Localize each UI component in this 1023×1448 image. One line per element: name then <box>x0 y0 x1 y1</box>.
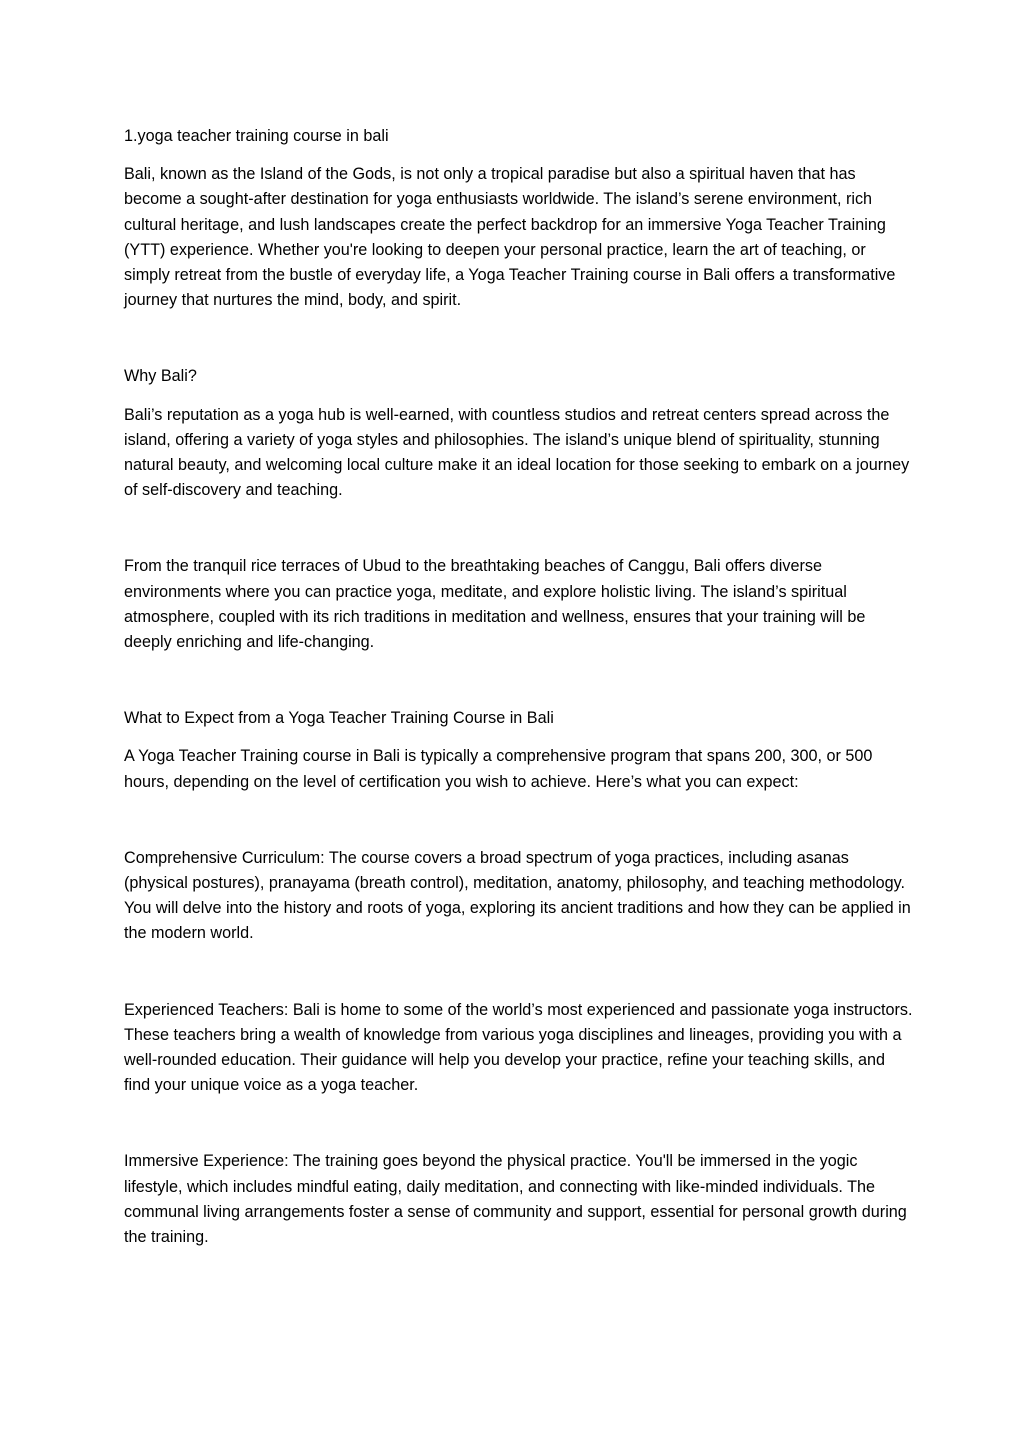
what-to-expect-intro: A Yoga Teacher Training course in Bali is typically a comprehensive program that spans 200, 300, or 500 hours, depending on the level of certification you wish to achieve. Here’s what you can expect: <box>124 747 873 791</box>
why-bali-paragraph-1: Bali’s reputation as a yoga hub is well-earned, with countless studios and retreat centers spread across the island, offering a variety of yoga styles and philosophies. The island’s unique blend of spirituality, stunning natural beauty, and welcoming local culture make it an ideal location for those seeking to embark on a journey of self-discovery and teaching. <box>124 405 910 500</box>
curriculum-paragraph: Comprehensive Curriculum: The course covers a broad spectrum of yoga practices, including asanas (physical postures), pranayama (breath control), meditation, anatomy, philosophy, and teaching methodology. You will delve into the history and roots of yoga, exploring its ancient traditions and how they can be applied in the modern world. <box>124 848 911 943</box>
intro-paragraph: Bali, known as the Island of the Gods, is not only a tropical paradise but also a spiritual haven that has become a sought-after destination for yoga enthusiasts worldwide. The island’s serene environment, rich cultural heritage, and lush landscapes create the perfect backdrop for an immersive Yoga Teacher Training (YTT) experience. Whether you're looking to deepen your personal practice, learn the art of teaching, or simply retreat from the bustle of everyday life, a Yoga Teacher Training course in Bali offers a transformative journey that nurtures the mind, body, and spirit. <box>124 165 896 310</box>
immersive-paragraph: Immersive Experience: The training goes beyond the physical practice. You'll be immersed in the yogic lifestyle, which includes mindful eating, daily meditation, and connecting with like-minded individuals. The communal living arrangements foster a sense of community and support, essential for personal growth during the training. <box>124 1152 907 1247</box>
why-bali-heading: Why Bali? <box>124 367 197 386</box>
document-title: 1.yoga teacher training course in bali <box>124 127 389 145</box>
document-body <box>124 124 914 1301</box>
what-to-expect-heading: What to Expect from a Yoga Teacher Training Course in Bali <box>124 709 554 728</box>
why-bali-paragraph-2: From the tranquil rice terraces of Ubud to the breathtaking beaches of Canggu, Bali offers diverse environments where you can practice yoga, meditate, and explore holistic living. The island’s spiritual atmosphere, coupled with its rich traditions in meditation and wellness, ensures that your training will be deeply enriching and life-changing. <box>124 557 866 652</box>
teachers-paragraph: Experienced Teachers: Bali is home to some of the world’s most experienced and passionate yoga instructors. These teachers bring a wealth of knowledge from various yoga disciplines and lineages, providing you with a well-rounded education. Their guidance will help you develop your practice, refine your teaching skills, and find your unique voice as a yoga teacher. <box>124 1000 913 1095</box>
